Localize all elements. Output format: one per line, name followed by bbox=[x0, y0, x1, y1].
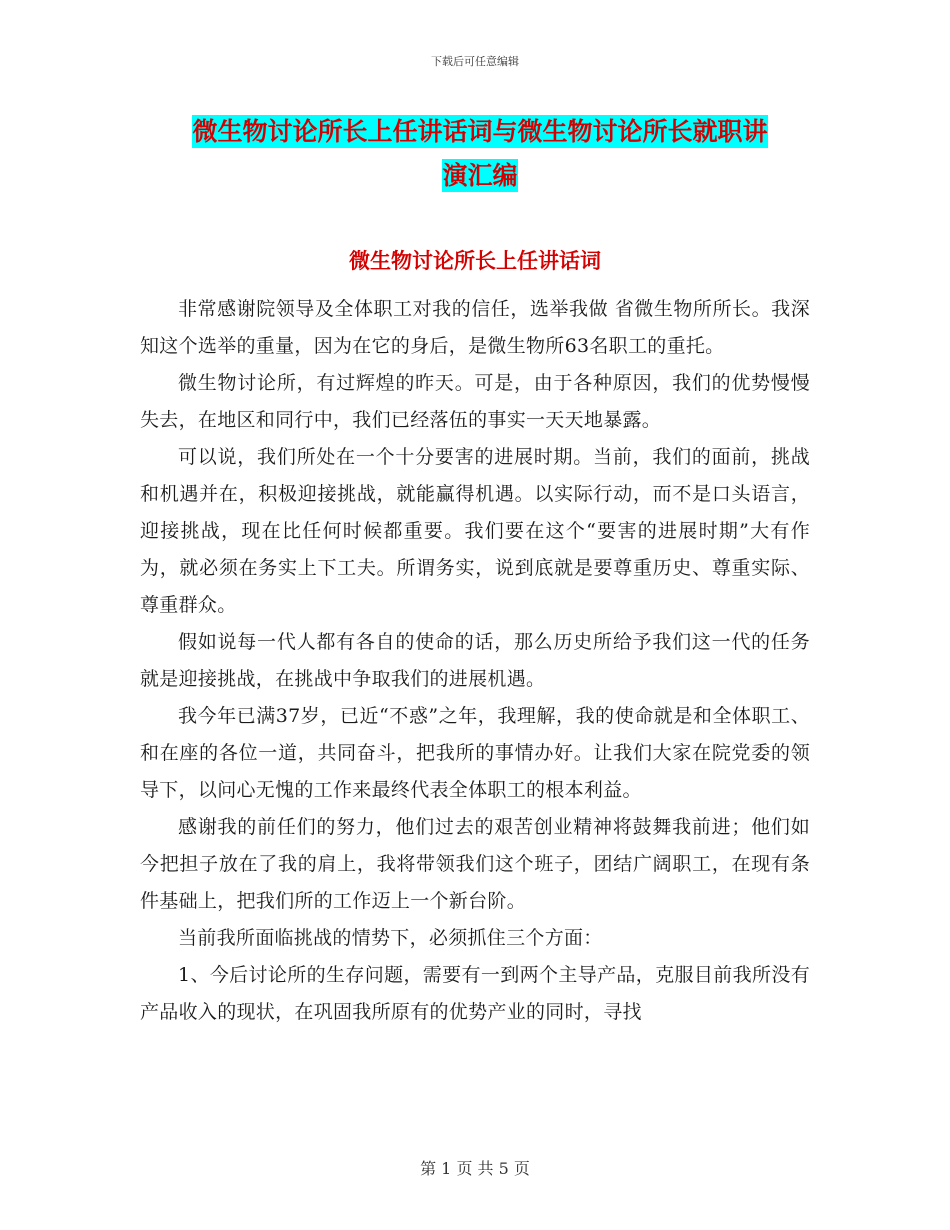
section-title: 微生物讨论所长上任讲话词 bbox=[349, 249, 601, 273]
document-title bbox=[140, 110, 820, 198]
paragraph: 感谢我的前任们的努力，他们过去的艰苦创业精神将鼓舞我前进；他们如今把担子放在了我的肩上，我将带领我们这个班子，团结广阔职工，在现有条件基础上，把我们所的工作迈上一个新台阶。 bbox=[140, 816, 810, 912]
paragraph: 可以说，我们所处在一个十分要害的进展时期。当前，我们的面前，挑战和机遇并在，积极迎接挑战，就能赢得机遇。以实际行动，而不是口头语言，迎接挑战，现在比任何时候都重要。我们要在这个“要害的进展时期”大有作为，就必须在务实上下工夫。所谓务实，说到底就是要尊重历史、尊重实际、尊重群众。 bbox=[140, 446, 810, 616]
header-note: 下载后可任意编辑 bbox=[431, 55, 519, 68]
document-title-line-2: 演汇编 bbox=[442, 161, 518, 190]
paragraph: 当前我所面临挑战的情势下，必须抓住三个方面： bbox=[178, 927, 603, 949]
page-number: 第 1 页 共 5 页 bbox=[420, 1159, 530, 1178]
paragraph: 1、今后讨论所的生存问题，需要有一到两个主导产品，克服目前我所没有产品收入的现状，在巩固我所原有的优势产业的同时，寻找 bbox=[140, 964, 810, 1023]
paragraph: 我今年已满37岁，已近“不惑”之年，我理解，我的使命就是和全体职工、和在座的各位一道，共同奋斗，把我所的事情办好。让我们大家在院党委的领导下，以问心无愧的工作来最终代表全体职工的根本利益。 bbox=[140, 705, 810, 801]
document-title-line-1: 微生物讨论所长上任讲话词与微生物讨论所长就职讲 bbox=[192, 117, 768, 146]
paragraph: 非常感谢院领导及全体职工对我的信任，选举我做 省微生物所所长。我深知这个选举的重量，因为在它的身后，是微生物所63名职工的重托。 bbox=[140, 298, 810, 357]
paragraph: 假如说每一代人都有各自的使命的话，那么历史所给予我们这一代的任务就是迎接挑战，在挑战中争取我们的进展机遇。 bbox=[140, 631, 810, 690]
body-text bbox=[140, 291, 810, 1031]
paragraph: 微生物讨论所，有过辉煌的昨天。可是，由于各种原因，我们的优势慢慢失去，在地区和同行中，我们已经落伍的事实一天天地暴露。 bbox=[140, 372, 810, 431]
